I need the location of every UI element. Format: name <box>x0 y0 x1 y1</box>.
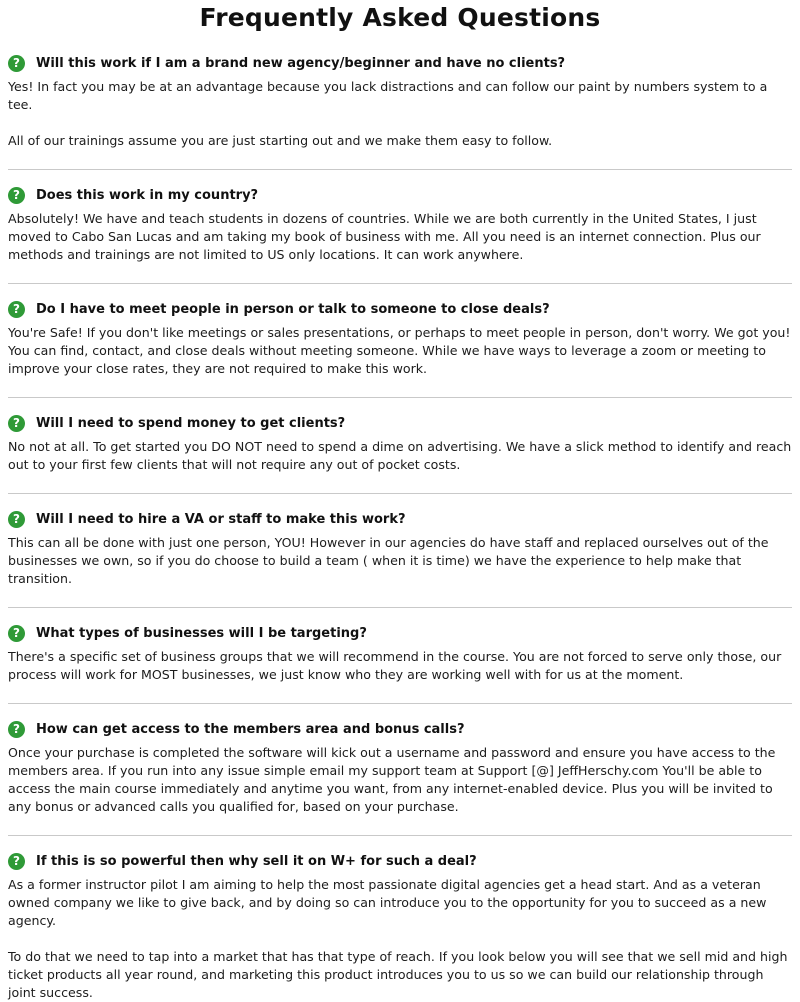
faq-answer-paragraph: Absolutely! We have and teach students in dozens of countries. While we are both currently in the United States, I just moved to Cabo San Lucas and am taking my book of business with me. All you need is an internet connection. Plus our methods and trainings are not limited to US only locations. It can work anywhere. <box>8 211 761 262</box>
question-circle-icon: ? <box>8 625 25 642</box>
faq-answer <box>8 210 792 283</box>
faq-item <box>8 850 792 1002</box>
faq-question-row <box>8 298 792 320</box>
faq-question: Does this work in my country? <box>36 187 259 203</box>
question-circle-icon: ? <box>8 55 25 72</box>
faq-answer <box>8 534 792 607</box>
faq-answer <box>8 876 792 1002</box>
faq-question: If this is so powerful then why sell it on W+ for such a deal? <box>36 853 477 869</box>
faq-question-row <box>8 508 792 530</box>
faq-answer-paragraph: Once your purchase is completed the software will kick out a username and password and ensure you have access to the members area. If you run into any issue simple email my support team at Support [@] JeffHerschy.com You'll be able to access the main course immediately and anytime you want, from any internet-enabled device. Plus you will be invited to any bonus or advanced calls you qualified for, based on your purchase. <box>8 745 776 814</box>
faq-answer-paragraph: All of our trainings assume you are just starting out and we make them easy to follow. <box>8 133 553 148</box>
faq-question-row <box>8 850 792 872</box>
faq-answer-paragraph: As a former instructor pilot I am aiming to help the most passionate digital agencies get a head start. And as a veteran owned company we like to give back, and by doing so can introduce you to the opportunity for you to succeed as a new agency. <box>8 877 767 928</box>
faq-question: How can get access to the members area and bonus calls? <box>36 721 465 737</box>
faq-answer-paragraph: You're Safe! If you don't like meetings or sales presentations, or perhaps to meet people in person, don't worry. We got you! You can find, contact, and close deals without meeting someone. While we have ways to leverage a zoom or meeting to improve your close rates, they are not required to make this work. <box>8 325 791 376</box>
question-circle-icon: ? <box>8 721 25 738</box>
faq-question: Will I need to hire a VA or staff to make this work? <box>36 511 406 527</box>
faq-question-row <box>8 718 792 740</box>
question-circle-icon: ? <box>8 187 25 204</box>
faq-question-row <box>8 184 792 206</box>
question-circle-icon: ? <box>8 415 25 432</box>
faq-answer <box>8 648 792 703</box>
faq-item <box>8 622 792 704</box>
faq-item <box>8 508 792 608</box>
faq-answer <box>8 438 792 493</box>
question-circle-icon: ? <box>8 301 25 318</box>
faq-item <box>8 184 792 284</box>
faq-question-row <box>8 622 792 644</box>
faq-answer <box>8 324 792 397</box>
faq-question-row <box>8 52 792 74</box>
faq-question-row <box>8 412 792 434</box>
page-title: Frequently Asked Questions <box>199 3 601 32</box>
faq-answer <box>8 78 792 169</box>
faq-answer-paragraph: No not at all. To get started you DO NOT need to spend a dime on advertising. We have a slick method to identify and reach out to your first few clients that will not require any out of pocket costs. <box>8 439 792 472</box>
question-circle-icon: ? <box>8 853 25 870</box>
faq-answer-paragraph: To do that we need to tap into a market that has that type of reach. If you look below you will see that we sell mid and high ticket products all year round, and marketing this product introduces you to us so we can build our relationship through joint success. <box>8 949 788 1000</box>
faq-answer <box>8 744 792 835</box>
faq-question: What types of businesses will I be targeting? <box>36 625 367 641</box>
faq-answer-paragraph: Yes! In fact you may be at an advantage because you lack distractions and can follow our paint by numbers system to a tee. <box>8 79 768 112</box>
question-circle-icon: ? <box>8 511 25 528</box>
faq-item <box>8 412 792 494</box>
faq-item <box>8 718 792 836</box>
faq-item <box>8 52 792 170</box>
faq-item <box>8 298 792 398</box>
faq-question: Will this work if I am a brand new agency/beginner and have no clients? <box>36 55 566 71</box>
faq-question: Do I have to meet people in person or talk to someone to close deals? <box>36 301 550 317</box>
faq-answer-paragraph: There's a specific set of business groups that we will recommend in the course. You are not forced to serve only those, our process will work for MOST businesses, we just know who they are working well with for us at the moment. <box>8 649 782 682</box>
faq-question: Will I need to spend money to get clients? <box>36 415 346 431</box>
faq-answer-paragraph: This can all be done with just one person, YOU! However in our agencies do have staff and replaced ourselves out of the businesses we own, so if you do choose to build a team ( when it is time) we have the experience to help make that transition. <box>8 535 769 586</box>
